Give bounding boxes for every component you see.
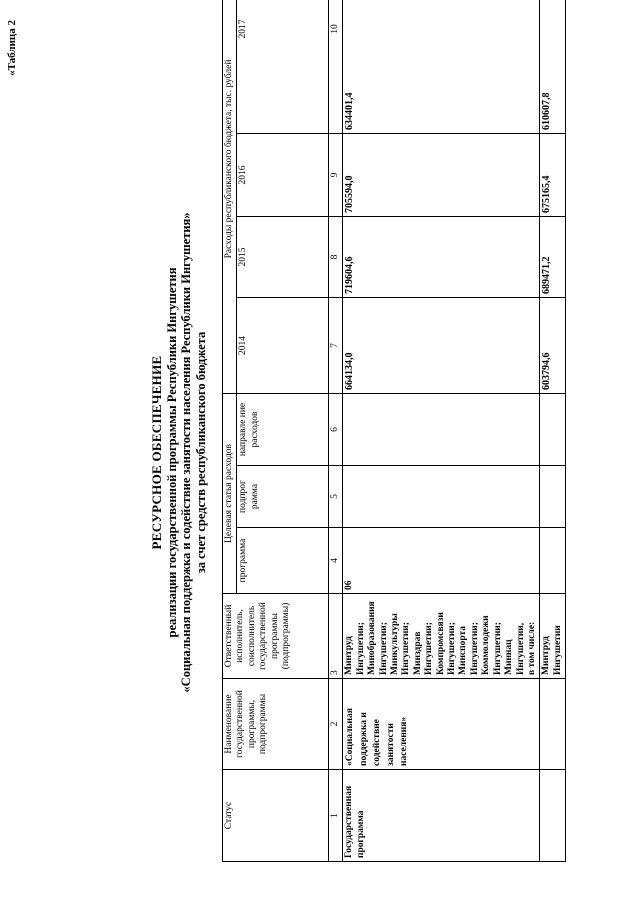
row-value-2014: 664134,0 [343, 298, 540, 394]
row-value-2017: 634401,4 [343, 0, 540, 134]
row-value-2017: 610607,8 [540, 0, 566, 134]
executor-line: Ингушетии; [469, 622, 480, 675]
executor-line: Минобразования [367, 601, 378, 675]
executor-line: Компромсвязи [435, 612, 446, 675]
resource-table [222, 0, 566, 862]
header-subprogram: подпрог рамма [237, 466, 329, 528]
row-value-2015: 719604,6 [343, 217, 540, 298]
executor-line: Ингушетии, [515, 622, 526, 675]
column-number: 1 [329, 770, 343, 862]
executor-line: Миннац [504, 639, 515, 675]
row-executor [343, 594, 540, 679]
row-value-2016: 675165,4 [540, 134, 566, 217]
row-value-2015: 689471,2 [540, 217, 566, 298]
executor-line: Минздрав [412, 631, 423, 675]
header-year-2015: 2015 [237, 217, 329, 298]
executor-line: в том числе: [526, 621, 537, 675]
column-number: 3 [329, 594, 343, 679]
heading-line-4: за счет средств республиканского бюджета [193, 331, 208, 574]
executor-line: Ингушетии; [355, 622, 366, 675]
executor-line: Минкультуры [390, 613, 401, 675]
executor-line: Ингушетии; [492, 622, 503, 675]
executor-line: Минтруд [541, 636, 552, 675]
header-year-2017: 2017 [237, 0, 329, 134]
table-caption: «Таблица 2 [6, 20, 18, 76]
table-row [343, 0, 540, 862]
executor-line: Ингушетии [552, 625, 563, 675]
executor-line: Ингушетии; [447, 622, 458, 675]
executor-line: Минспорта [458, 625, 469, 675]
table-row [540, 0, 566, 862]
column-number: 5 [329, 466, 343, 528]
column-number: 9 [329, 134, 343, 217]
row-program-code: 06 [343, 528, 540, 594]
column-number: 8 [329, 217, 343, 298]
heading-line-2: реализации государственной программы Республики Ингушетия [164, 267, 179, 638]
executor-line: Коммолодежи [481, 615, 492, 675]
column-number: 7 [329, 298, 343, 394]
header-executor: Ответственный исполнитель, соисполнитель государственной программы (подпрограммы) [223, 594, 329, 679]
header-row-1 [223, 0, 237, 862]
row-status [540, 770, 566, 862]
executor-line: Минтруд [344, 636, 355, 675]
row-program-name [540, 679, 566, 770]
column-number-row [329, 0, 343, 862]
column-number: 4 [329, 528, 343, 594]
column-number: 10 [329, 0, 343, 134]
row-subprogram-code [343, 466, 540, 528]
row-direction-code [540, 394, 566, 466]
row-value-2016: 705594,0 [343, 134, 540, 217]
header-name: Наименование государственной программы, подпрограммы [223, 679, 329, 770]
header-year-2014: 2014 [237, 298, 329, 394]
header-status: Статус [223, 770, 329, 862]
header-program: программа [237, 528, 329, 594]
row-direction-code [343, 394, 540, 466]
row-value-2014: 603794,6 [540, 298, 566, 394]
executor-line: Ингушетии; [401, 622, 412, 675]
heading-line-3: «Социальная поддержка и содействие занятости населения Республики Ингушетия» [179, 212, 193, 693]
executor-line: Ингушетии; [378, 622, 389, 675]
heading-title: РЕСУРСНОЕ ОБЕСПЕЧЕНИЕ [149, 355, 164, 550]
header-year-2016: 2016 [237, 134, 329, 217]
header-direction: направле ние расходов [237, 394, 329, 466]
column-number: 6 [329, 394, 343, 466]
executor-line: Ингушетии; [424, 622, 435, 675]
row-subprogram-code [540, 466, 566, 528]
header-target-article: Целевая статья расходов [223, 394, 237, 594]
header-budget: Расходы республиканского бюджета, тыс. рублей [223, 0, 237, 394]
row-executor [540, 594, 566, 679]
row-status: Государственная программа [343, 770, 540, 862]
column-number: 2 [329, 679, 343, 770]
document-heading [150, 0, 208, 905]
row-program-code [540, 528, 566, 594]
row-program-name: «Социальная поддержка и содействие занятости населения» [343, 679, 540, 770]
